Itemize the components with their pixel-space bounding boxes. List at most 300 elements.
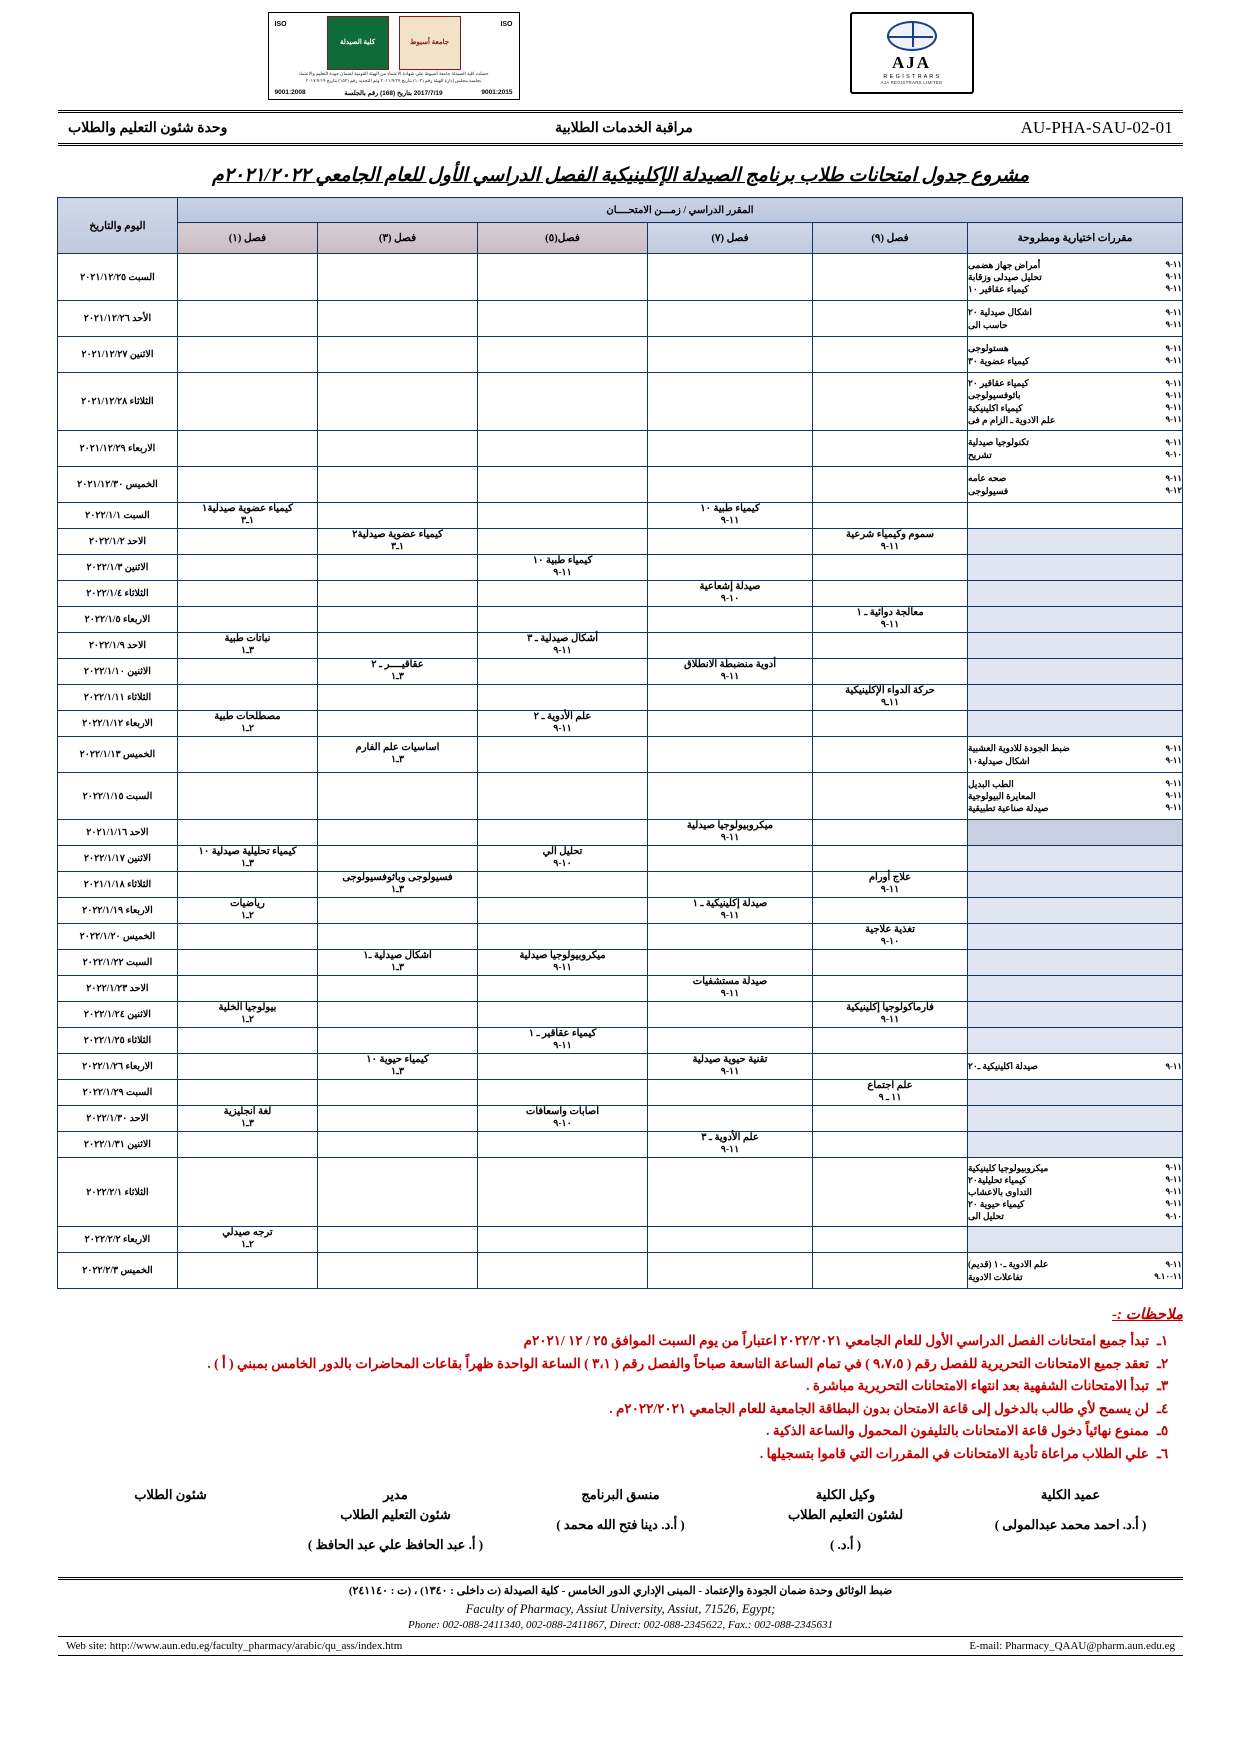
table-row bbox=[57, 1106, 1182, 1132]
note-text: تعقد جميع الامتحانات التحريرية للفصل رقم ( ٩،٧،٥ ) في تمام الساعة التاسعة صباحاً والفصل رقم ( ٣،١ ) الساعة الواحدة ظهراً بقاعات المحاضرات بالدور الخامس بمبني ( أ ) . bbox=[207, 1355, 1149, 1371]
cell-term-5 bbox=[478, 373, 648, 431]
cell-electives bbox=[968, 1106, 1183, 1132]
elective-entry bbox=[968, 485, 1182, 497]
cell-term-5 bbox=[478, 737, 648, 773]
table-row bbox=[57, 711, 1182, 737]
cell-term-5 bbox=[478, 846, 648, 872]
note-number: ٥ـ bbox=[1157, 1423, 1169, 1439]
col-header-electives: مقررات اختيارية ومطروحة bbox=[968, 223, 1183, 254]
cell-term-5 bbox=[478, 659, 648, 685]
cell-term-3 bbox=[318, 1158, 478, 1227]
cell-electives bbox=[968, 737, 1183, 773]
cell-term-9 bbox=[813, 773, 968, 820]
cell-term-5 bbox=[478, 1253, 648, 1289]
course-name: فسيولوجى وباثوفسيولوجى bbox=[342, 872, 453, 884]
cell-term-9 bbox=[813, 872, 968, 898]
course-name: فارماكولوجيا إكلينيكية bbox=[846, 1002, 934, 1014]
cell-term-7 bbox=[648, 737, 813, 773]
cell-electives bbox=[968, 1132, 1183, 1158]
cell-term-9 bbox=[813, 1158, 968, 1227]
cell-term-3 bbox=[318, 773, 478, 820]
cell-date: الخميس ٢٠٢٢/١/٢٠ bbox=[57, 924, 177, 950]
cell-term-1 bbox=[177, 685, 317, 711]
elective-entry bbox=[968, 342, 1182, 354]
course-time: ٣ـ١ bbox=[390, 962, 404, 973]
table-row bbox=[57, 633, 1182, 659]
cell-term-3 bbox=[318, 685, 478, 711]
cell-term-9 bbox=[813, 846, 968, 872]
cell-date: السبت ٢٠٢٢/١/٢٢ bbox=[57, 950, 177, 976]
footer-website-link[interactable]: Web site: http://www.aun.edu.eg/faculty_pharmacy/arabic/qu_ass/index.htm bbox=[66, 1639, 403, 1652]
cell-term-7 bbox=[648, 1106, 813, 1132]
cell-term-5 bbox=[478, 872, 648, 898]
exam-schedule-table bbox=[57, 197, 1183, 1289]
cell-date: الاربعاء ٢٠٢٢/١/١٩ bbox=[57, 898, 177, 924]
cell-term-9 bbox=[813, 633, 968, 659]
course-time: ٣ـ١ bbox=[240, 645, 254, 656]
course-name: أشكال صيدلية ـ ٣ bbox=[527, 633, 598, 645]
note-item bbox=[58, 1420, 1183, 1442]
elective-name: علم الادوية ـ الزام م فى bbox=[968, 414, 1056, 425]
table-row bbox=[57, 581, 1182, 607]
cell-term-5 bbox=[478, 1054, 648, 1080]
elective-name: هستولوجى bbox=[968, 343, 1009, 354]
signature-block bbox=[508, 1485, 733, 1555]
cell-term-1 bbox=[177, 581, 317, 607]
course-name: كيمياء حيوية ١٠ bbox=[366, 1054, 429, 1066]
course-name: كيمياء تحليلية صيدلية ١٠ bbox=[198, 846, 297, 858]
cell-term-1 bbox=[177, 529, 317, 555]
course-name: حركة الدواء الإكلينيكية bbox=[845, 685, 935, 697]
table-row bbox=[57, 467, 1182, 503]
elective-entry bbox=[968, 790, 1182, 802]
table-row bbox=[57, 1253, 1182, 1289]
course-name: تحليل الي bbox=[542, 846, 583, 858]
cell-term-1 bbox=[177, 373, 317, 431]
elective-entry bbox=[968, 802, 1182, 814]
table-head bbox=[57, 198, 1182, 254]
signature-name: ( أ.د. احمد محمد عبدالمولى ) bbox=[994, 1516, 1147, 1532]
cell-term-3 bbox=[318, 1253, 478, 1289]
cell-date: الثلاثاء ٢٠٢٢/١/٤ bbox=[57, 581, 177, 607]
table-row bbox=[57, 431, 1182, 467]
cell-term-3 bbox=[318, 1132, 478, 1158]
elective-time: ١١-٩ bbox=[1165, 354, 1182, 365]
course-name: أدوية منضبطة الانطلاق bbox=[683, 659, 777, 671]
signature-name: ( أ.د. دينا فتح الله محمد ) bbox=[556, 1516, 685, 1532]
cell-electives bbox=[968, 254, 1183, 301]
course-time: ١١ ـ ٩ bbox=[878, 1092, 902, 1103]
course-time: ١١-٩ bbox=[880, 1014, 900, 1025]
table-row bbox=[57, 301, 1182, 337]
cell-electives bbox=[968, 1054, 1183, 1080]
pharmacy-faculty-emblem bbox=[327, 16, 389, 70]
cell-term-9 bbox=[813, 820, 968, 846]
elective-entry bbox=[968, 1060, 1182, 1072]
cell-term-1 bbox=[177, 1106, 317, 1132]
elective-time: ١١-٩ bbox=[1165, 271, 1182, 282]
elective-name: الطب البديل bbox=[968, 778, 1014, 789]
course-name: كيمياء عقاقير ـ ١ bbox=[528, 1028, 597, 1040]
cell-term-5 bbox=[478, 711, 648, 737]
cell-term-3 bbox=[318, 950, 478, 976]
elective-time: ١١-٩ bbox=[1165, 778, 1182, 789]
table-row bbox=[57, 685, 1182, 711]
course-time: ١١-٩ bbox=[553, 645, 572, 656]
table-top-header-row bbox=[57, 198, 1182, 223]
cell-date: الاربعاء ٢٠٢٢/١/١٢ bbox=[57, 711, 177, 737]
cell-term-5 bbox=[478, 1132, 648, 1158]
course-time: ١١-٩ bbox=[553, 567, 572, 578]
table-row bbox=[57, 373, 1182, 431]
cell-term-3 bbox=[318, 633, 478, 659]
elective-name: صيدلة صناعية تطبيقية bbox=[968, 803, 1049, 814]
cell-term-7 bbox=[648, 254, 813, 301]
footer-phones-line: Phone: 002-088-2411340, 002-088-2411867, Direct: 002-088-2345622, Fax.: 002-088-2345631 bbox=[407, 1618, 834, 1631]
table-row bbox=[57, 1002, 1182, 1028]
cell-term-9 bbox=[813, 976, 968, 1002]
elective-name: فسيولوجى bbox=[968, 485, 1009, 496]
cell-term-9 bbox=[813, 1132, 968, 1158]
cell-term-7 bbox=[648, 1028, 813, 1054]
elective-time: ١١-٩ bbox=[1165, 754, 1182, 765]
elective-entry bbox=[968, 402, 1182, 414]
course-time: ١١-٩ bbox=[720, 671, 740, 682]
cell-term-3 bbox=[318, 529, 478, 555]
cell-date: الخميس ٢٠٢٢/١/١٣ bbox=[57, 737, 177, 773]
note-item bbox=[58, 1330, 1183, 1352]
cell-term-5 bbox=[478, 431, 648, 467]
cell-term-7 bbox=[648, 467, 813, 503]
note-number: ٤ـ bbox=[1157, 1400, 1169, 1416]
cell-term-9 bbox=[813, 1002, 968, 1028]
iso-right-label: ISO bbox=[500, 21, 513, 28]
cell-date: الاثنين ٢٠٢٢/١/٣١ bbox=[57, 1132, 177, 1158]
note-item bbox=[58, 1398, 1183, 1420]
cell-term-7 bbox=[648, 607, 813, 633]
elective-time: ١١-٩ bbox=[1165, 306, 1182, 317]
course-name: كيمياء عضوية صيدلية١ bbox=[202, 503, 293, 515]
course-name: معالجة دوائية ـ ١ bbox=[856, 607, 924, 619]
elective-name: باثوفسيولوجى bbox=[968, 390, 1021, 401]
signature-block bbox=[58, 1485, 283, 1555]
table-row bbox=[57, 898, 1182, 924]
cell-term-3 bbox=[318, 1227, 478, 1253]
cell-term-7 bbox=[648, 1080, 813, 1106]
cell-term-7 bbox=[648, 1158, 813, 1227]
signature-name: ( أ.د. ) bbox=[829, 1536, 862, 1552]
cell-electives bbox=[968, 1080, 1183, 1106]
course-time: ١٠-٩ bbox=[553, 1118, 572, 1129]
elective-name: كيمياء عقاقير ١٠ bbox=[968, 284, 1029, 295]
cell-term-5 bbox=[478, 1002, 648, 1028]
cell-term-5 bbox=[478, 1028, 648, 1054]
cell-term-3 bbox=[318, 301, 478, 337]
footer-email-link[interactable]: E-mail: Pharmacy_QAAU@pharm.aun.edu.eg bbox=[969, 1639, 1175, 1652]
table-row bbox=[57, 773, 1182, 820]
course-time: ٣ـ١ bbox=[390, 1066, 404, 1077]
elective-time: ١١-٩ bbox=[1165, 1161, 1182, 1172]
cell-term-7 bbox=[648, 711, 813, 737]
cell-term-7 bbox=[648, 1132, 813, 1158]
cell-date: الاحد ٢٠٢٢/١/٣٠ bbox=[57, 1106, 177, 1132]
cell-electives bbox=[968, 467, 1183, 503]
cell-date: الاثنين ٢٠٢٢/١/٣ bbox=[57, 555, 177, 581]
course-name: علاج أورام bbox=[868, 872, 912, 884]
cell-term-5 bbox=[478, 254, 648, 301]
table-row bbox=[57, 872, 1182, 898]
signature-block bbox=[283, 1485, 508, 1555]
cell-term-7 bbox=[648, 633, 813, 659]
course-name: نباتات طبية bbox=[224, 633, 271, 645]
cell-electives bbox=[968, 301, 1183, 337]
course-name: اساسيات علم الفارم bbox=[355, 742, 440, 754]
cell-date: الخميس ٢٠٢١/١٢/٣٠ bbox=[57, 467, 177, 503]
col-header-term-3: فصل (٣) bbox=[318, 223, 478, 254]
elective-time: ١١-٩ bbox=[1165, 318, 1182, 329]
elective-entry bbox=[968, 1210, 1182, 1222]
col-header-term-7: فصل (٧) bbox=[648, 223, 813, 254]
elective-entry bbox=[968, 271, 1182, 283]
cell-date: الاحد ٢٠٢٢/١/٩ bbox=[57, 633, 177, 659]
cell-term-3 bbox=[318, 924, 478, 950]
cell-term-7 bbox=[648, 431, 813, 467]
elective-entry bbox=[968, 377, 1182, 389]
cell-term-9 bbox=[813, 659, 968, 685]
elective-time: ١١-٩ bbox=[1165, 1198, 1182, 1209]
cell-date: الاربعاء ٢٠٢٢/١/٥ bbox=[57, 607, 177, 633]
elective-time: ١١-٩ bbox=[1165, 436, 1182, 447]
cell-term-3 bbox=[318, 711, 478, 737]
cell-term-7 bbox=[648, 685, 813, 711]
course-time: ١٠-٩ bbox=[880, 936, 900, 947]
cell-term-1 bbox=[177, 773, 317, 820]
course-time: ١١-٩ bbox=[553, 723, 572, 734]
cell-date: الثلاثاء ٢٠٢١/١/١٨ bbox=[57, 872, 177, 898]
note-number: ٦ـ bbox=[1157, 1445, 1169, 1461]
cell-date: الأحد ٢٠٢١/١٢/٢٦ bbox=[57, 301, 177, 337]
cell-electives bbox=[968, 711, 1183, 737]
elective-time: ١١-٩ bbox=[1165, 389, 1182, 400]
elective-entry bbox=[968, 755, 1182, 767]
note-item bbox=[58, 1375, 1183, 1397]
course-time: ٢ـ١ bbox=[240, 1014, 254, 1025]
cell-term-9 bbox=[813, 529, 968, 555]
course-time: ١٠-٩ bbox=[720, 593, 740, 604]
cell-term-1 bbox=[177, 737, 317, 773]
course-time: ١١-٩ bbox=[720, 832, 740, 843]
elective-time: ١١-٩ bbox=[1165, 742, 1182, 753]
course-time: ٣ـ١ bbox=[240, 858, 254, 869]
cell-term-9 bbox=[813, 431, 968, 467]
elective-time: ١١-٩ bbox=[1165, 1186, 1182, 1197]
table-row bbox=[57, 503, 1182, 529]
elective-entry bbox=[968, 1162, 1182, 1174]
cell-date: الثلاثاء ٢٠٢٢/١/١١ bbox=[57, 685, 177, 711]
cell-term-9 bbox=[813, 1253, 968, 1289]
course-name: لغة انجليزية bbox=[223, 1106, 272, 1118]
cell-term-9 bbox=[813, 1054, 968, 1080]
cell-electives bbox=[968, 1028, 1183, 1054]
notes-heading: ملاحظات :- bbox=[1112, 1307, 1183, 1323]
course-time: ٣ـ١ bbox=[390, 754, 404, 765]
elective-entry bbox=[968, 389, 1182, 401]
cell-term-5 bbox=[478, 976, 648, 1002]
elective-entry bbox=[968, 436, 1182, 448]
cell-electives bbox=[968, 633, 1183, 659]
note-number: ٢ـ bbox=[1157, 1355, 1169, 1371]
elective-name: علم الادوية ـ١٠ (قديم) bbox=[968, 1259, 1049, 1270]
cell-term-7 bbox=[648, 898, 813, 924]
elective-time: ١١-٩ bbox=[1165, 342, 1182, 353]
cell-term-7 bbox=[648, 924, 813, 950]
cell-date: السبت ٢٠٢٢/١/٢٩ bbox=[57, 1080, 177, 1106]
cell-date: الاحد ٢٠٢١/١/١٦ bbox=[57, 820, 177, 846]
cell-term-3 bbox=[318, 373, 478, 431]
cell-term-5 bbox=[478, 1158, 648, 1227]
cell-date: الاحد ٢٠٢٢/١/٢٣ bbox=[57, 976, 177, 1002]
cell-date: السبت ٢٠٢١/١٢/٢٥ bbox=[57, 254, 177, 301]
cell-term-9 bbox=[813, 555, 968, 581]
cell-date: الاربعاء ٢٠٢١/١٢/٢٩ bbox=[57, 431, 177, 467]
table-row bbox=[57, 1158, 1182, 1227]
cell-electives bbox=[968, 1227, 1183, 1253]
elective-time: ١١-٩.١٠ bbox=[1154, 1270, 1182, 1281]
course-time: ٢ـ١ bbox=[240, 723, 254, 734]
course-time: ١١-٩ bbox=[720, 1066, 740, 1077]
course-name: رياضيات bbox=[230, 898, 265, 910]
cell-term-3 bbox=[318, 431, 478, 467]
cell-electives bbox=[968, 1158, 1183, 1227]
signature-role-1: شئون الطلاب bbox=[134, 1486, 207, 1502]
cell-term-1 bbox=[177, 607, 317, 633]
cell-term-3 bbox=[318, 659, 478, 685]
cell-term-3 bbox=[318, 1106, 478, 1132]
course-time: ٢ـ١ bbox=[240, 1239, 254, 1250]
elective-name: كيمياء عقاقير ٢٠ bbox=[968, 378, 1029, 389]
elective-entry bbox=[968, 414, 1182, 426]
course-name: ميكروبيولوجيا صيدلية bbox=[519, 950, 606, 962]
cell-term-5 bbox=[478, 581, 648, 607]
cell-term-9 bbox=[813, 898, 968, 924]
note-item bbox=[58, 1443, 1183, 1465]
table-row bbox=[57, 659, 1182, 685]
cell-term-3 bbox=[318, 898, 478, 924]
cell-electives bbox=[968, 950, 1183, 976]
aja-logo-text: AJA bbox=[891, 53, 932, 72]
cell-term-9 bbox=[813, 685, 968, 711]
elective-entry bbox=[968, 1258, 1182, 1270]
cell-term-5 bbox=[478, 301, 648, 337]
cell-term-5 bbox=[478, 898, 648, 924]
course-time: ٢ـ١ bbox=[240, 910, 254, 921]
cell-term-5 bbox=[478, 1227, 648, 1253]
cell-term-9 bbox=[813, 607, 968, 633]
table-row bbox=[57, 337, 1182, 373]
cell-term-1 bbox=[177, 1158, 317, 1227]
elective-time: ١١-٩ bbox=[1165, 790, 1182, 801]
cell-term-1 bbox=[177, 950, 317, 976]
note-text: علي الطلاب مراعاة تأدية الامتحانات في المقررات التي قاموا بتسجيلها . bbox=[759, 1445, 1149, 1461]
elective-time: ١١-٩ bbox=[1165, 413, 1182, 424]
cell-electives bbox=[968, 607, 1183, 633]
cell-term-7 bbox=[648, 659, 813, 685]
course-name: مصطلحات طبية bbox=[214, 711, 281, 723]
elective-entry bbox=[968, 449, 1182, 461]
signature-block bbox=[733, 1485, 958, 1555]
course-name: صيدلة إشعاعية bbox=[699, 581, 761, 593]
cell-term-5 bbox=[478, 467, 648, 503]
elective-time: ١٠-٩ bbox=[1165, 1210, 1182, 1221]
course-time: ١١-٩ bbox=[880, 619, 900, 630]
course-name: ميكروبيولوجيا صيدلية bbox=[686, 820, 774, 832]
elective-time: ١٢-٩ bbox=[1165, 484, 1182, 495]
globe-icon bbox=[887, 21, 937, 51]
course-name: علم الأدوية ـ ٢ bbox=[533, 711, 592, 723]
cell-term-5 bbox=[478, 607, 648, 633]
signature-role-1: وكيل الكلية bbox=[815, 1486, 876, 1502]
cell-term-1 bbox=[177, 1028, 317, 1054]
table-row bbox=[57, 254, 1182, 301]
cell-term-7 bbox=[648, 373, 813, 431]
elective-name: اشكال صيدلية ٢٠ bbox=[968, 307, 1032, 318]
cell-term-7 bbox=[648, 1227, 813, 1253]
course-name: علم اجتماع bbox=[867, 1080, 913, 1092]
elective-name: تكنولوجيا صيدلية bbox=[968, 437, 1029, 448]
elective-entry bbox=[968, 1198, 1182, 1210]
cell-date: الاثنين ٢٠٢٢/١/١٧ bbox=[57, 846, 177, 872]
course-time: ٣ـ١ bbox=[390, 671, 404, 682]
elective-entry bbox=[968, 1271, 1182, 1283]
cell-term-1 bbox=[177, 1002, 317, 1028]
elective-name: حاسب الى bbox=[968, 319, 1008, 330]
aja-logo-sub: R E G I S T R A R S bbox=[883, 74, 940, 80]
cell-term-1 bbox=[177, 633, 317, 659]
elective-name: كيمياء حيوية ٢٠ bbox=[968, 1199, 1025, 1210]
elective-time: ١١-٩ bbox=[1165, 1258, 1182, 1269]
cell-term-9 bbox=[813, 1080, 968, 1106]
course-time: ١١-٩ bbox=[720, 515, 740, 526]
elective-name: التداوى بالاعشاب bbox=[968, 1186, 1032, 1197]
course-name: صيدلة مستشفيات bbox=[692, 976, 768, 988]
signature-role-1: منسق البرنامج bbox=[581, 1486, 660, 1502]
cell-term-1 bbox=[177, 1132, 317, 1158]
cell-date: الاثنين ٢٠٢٢/١/١٠ bbox=[57, 659, 177, 685]
cell-electives bbox=[968, 820, 1183, 846]
table-row bbox=[57, 1132, 1182, 1158]
emblem-group bbox=[327, 16, 461, 70]
cell-term-3 bbox=[318, 337, 478, 373]
cell-date: الاربعاء ٢٠٢٢/١/٢٦ bbox=[57, 1054, 177, 1080]
elective-entry bbox=[968, 283, 1182, 295]
cell-electives bbox=[968, 431, 1183, 467]
elective-name: ضبط الجودة للادوية العشبية bbox=[968, 743, 1070, 754]
cell-term-7 bbox=[648, 555, 813, 581]
col-header-term-1: فصل (١) bbox=[177, 223, 317, 254]
cell-term-1 bbox=[177, 872, 317, 898]
cell-term-3 bbox=[318, 820, 478, 846]
cell-electives bbox=[968, 872, 1183, 898]
note-text: ممنوع نهائياً دخول قاعة الامتحانات بالتليفون المحمول والساعة الذكية . bbox=[766, 1423, 1149, 1439]
cell-term-1 bbox=[177, 659, 317, 685]
cell-term-7 bbox=[648, 820, 813, 846]
cell-term-1 bbox=[177, 846, 317, 872]
elective-name: المعايرة البيولوجية bbox=[968, 790, 1036, 801]
elective-time: ١١-٩ bbox=[1165, 401, 1182, 412]
elective-entry bbox=[968, 1186, 1182, 1198]
elective-entry bbox=[968, 778, 1182, 790]
elective-time: ١١-٩ bbox=[1165, 472, 1182, 483]
